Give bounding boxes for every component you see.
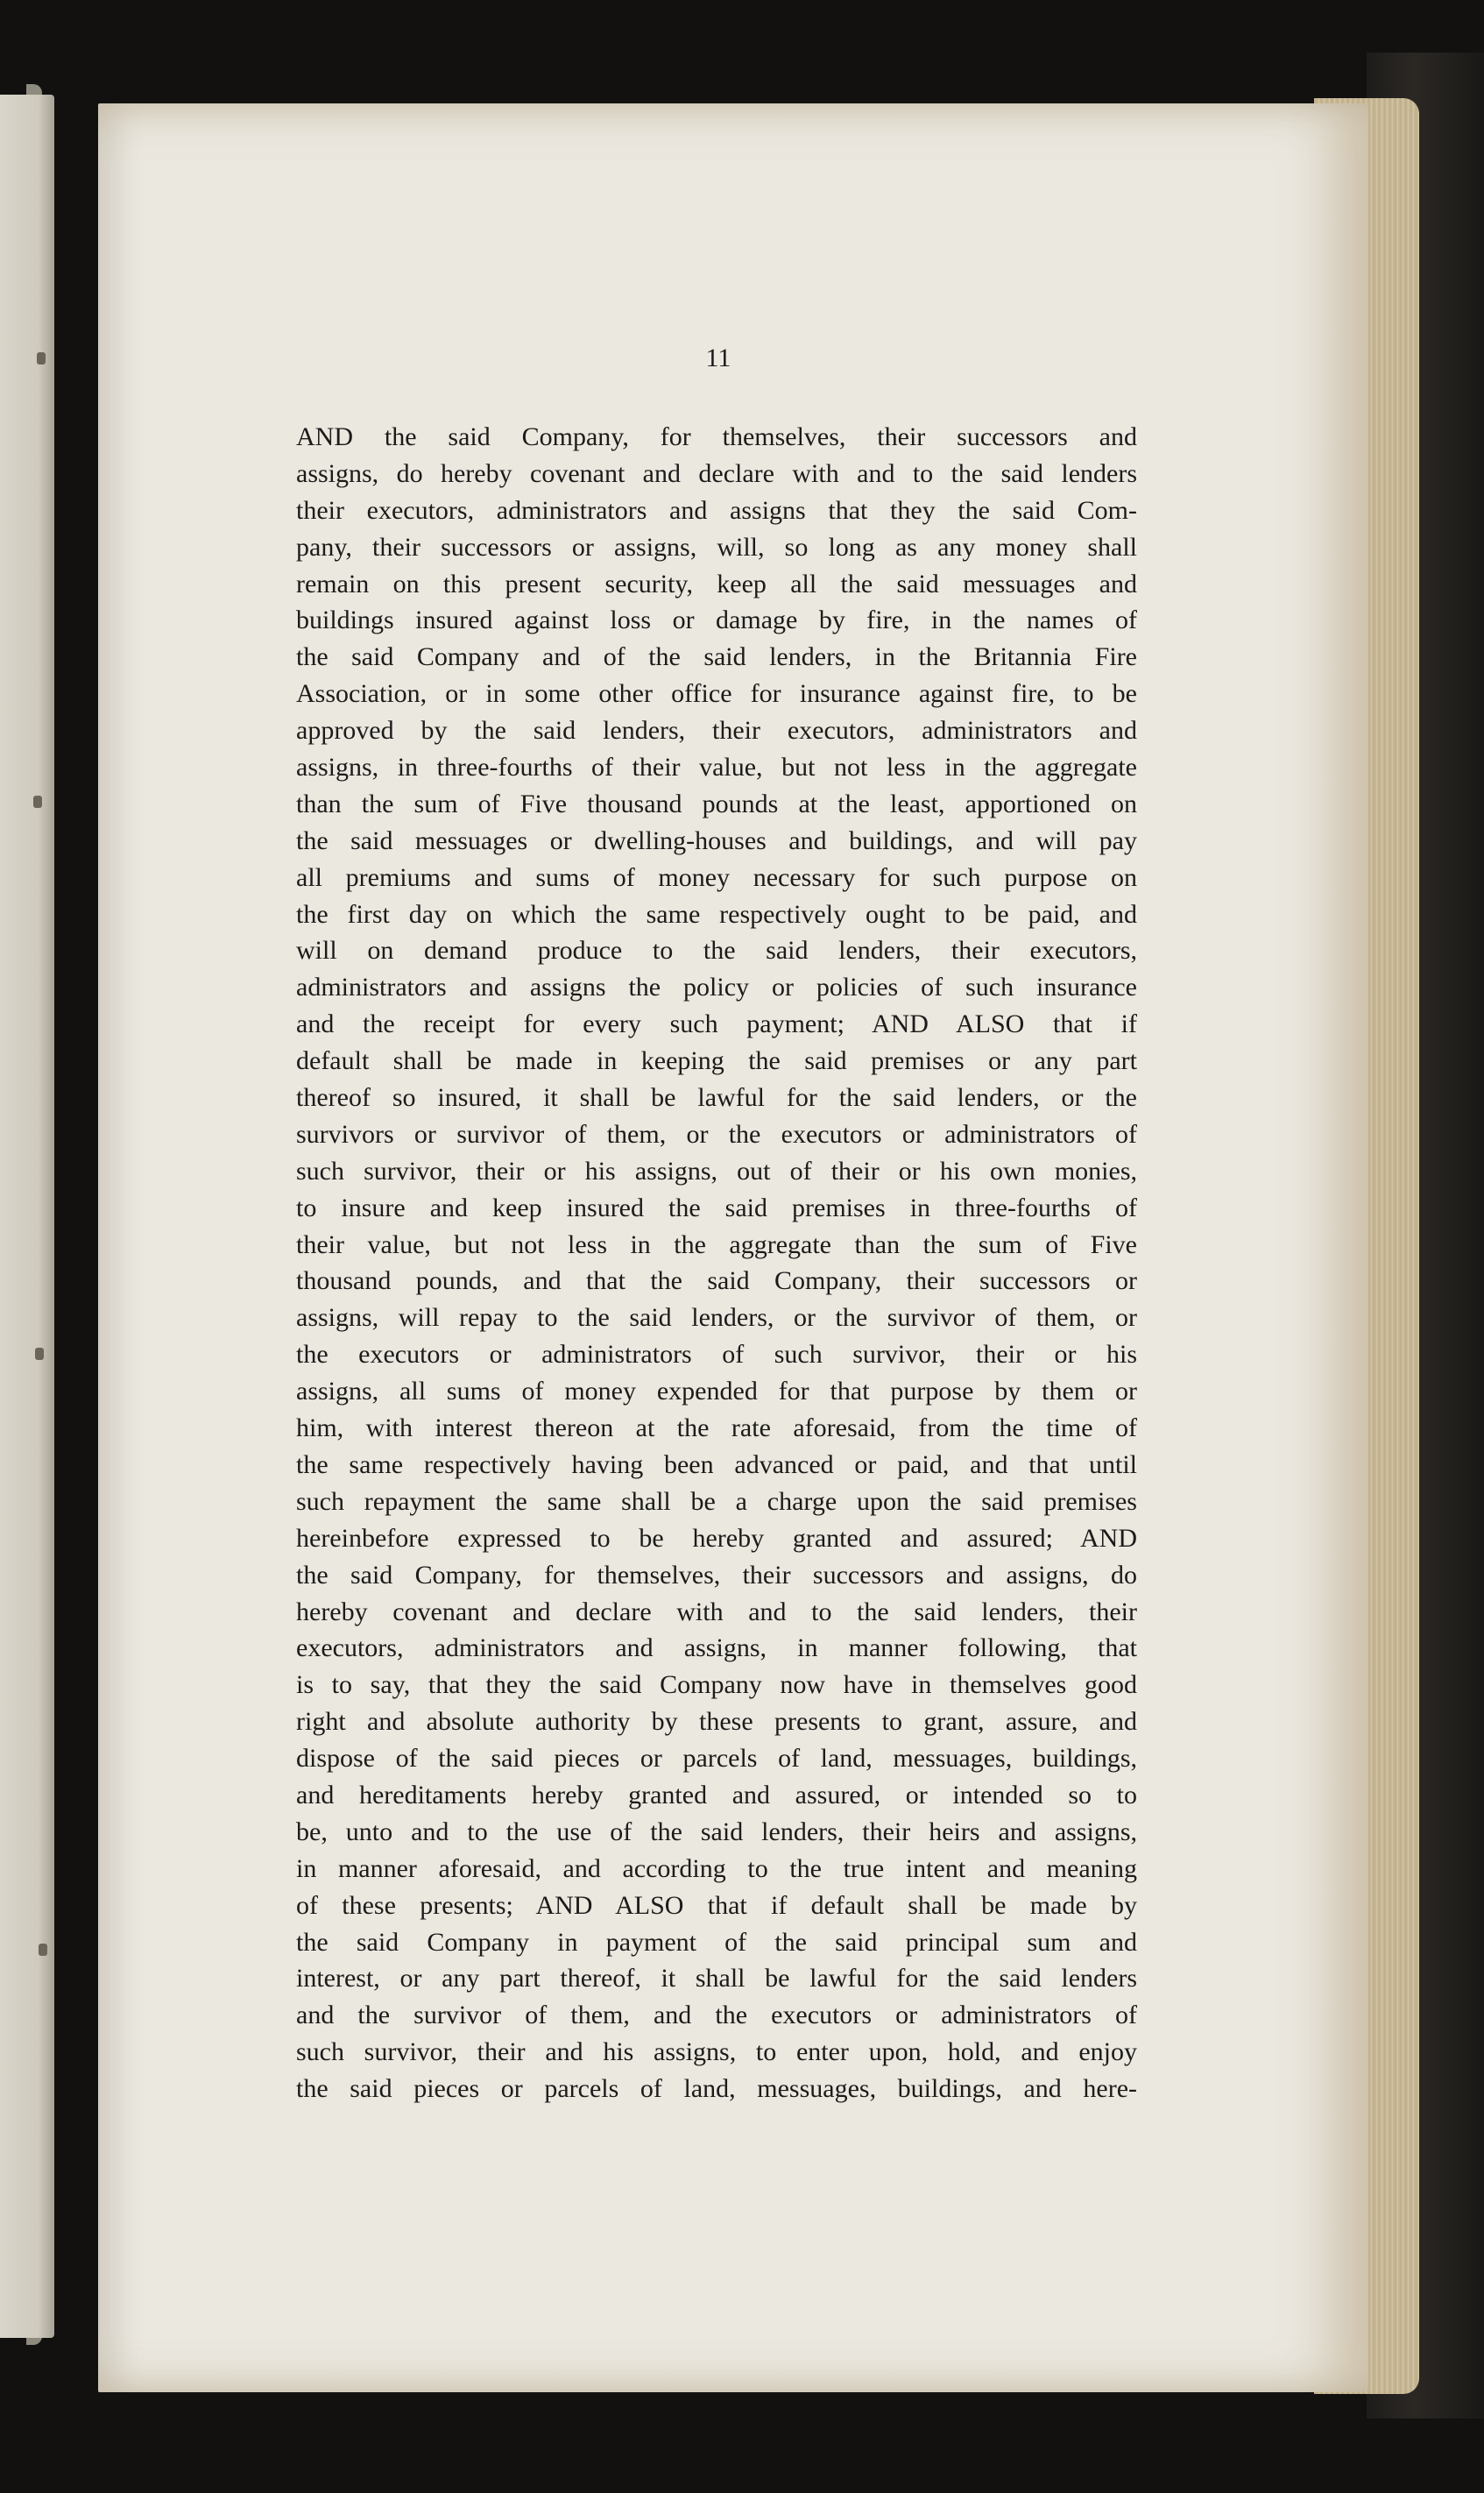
text-line: assigns, all sums of money expended for that purpose by them or [296,1377,1137,1406]
text-line: will on demand produce to the said lenders, their executors, [296,936,1137,966]
text-line: buildings insured against loss or damage by fire, in the names of [296,606,1137,635]
text-line: the same respectively having been advanced or paid, and that until [296,1449,1137,1479]
margin-mark [39,1944,47,1956]
text-line: remain on this present security, keep all the said messuages and [296,569,1137,598]
text-line: thereof so insured, it shall be lawful for the said lenders, or the [296,1083,1137,1113]
page-number: 11 [705,343,731,372]
text-line: assigns, do hereby covenant and declare with and to the said lenders [296,458,1137,488]
text-line: the said Company and of the said lenders, in the Britannia Fire [296,642,1137,672]
text-line: right and absolute authority by these presents to grant, assure, and [296,1707,1137,1737]
body-text [296,419,1137,2107]
text-line: pany, their successors or assigns, will, so long as any money shall [296,532,1137,562]
text-line: in manner aforesaid, and according to the true intent and meaning [296,1853,1137,1883]
text-line: their value, but not less in the aggregate than the sum of Five [296,1229,1137,1259]
text-line: AND the said Company, for themselves, their successors and [296,422,1137,451]
text-line: be, unto and to the use of the said lenders, their heirs and assigns, [296,1817,1137,1846]
margin-mark [37,352,46,365]
text-line: than the sum of Five thousand pounds at the least, apportioned on [296,789,1137,818]
margin-mark [35,1348,44,1360]
text-line: and the survivor of them, and the executors or administrators of [296,2001,1137,2030]
left-page [0,95,54,2338]
text-line: administrators and assigns the policy or policies of such insurance [296,973,1137,1002]
text-line: the first day on which the same respectively ought to be paid, and [296,899,1137,929]
text-line: to insure and keep insured the said premises in three-fourths of [296,1193,1137,1222]
text-line: interest, or any part thereof, it shall be lawful for the said lenders [296,1964,1137,1994]
text-line: hereby covenant and declare with and to the said lenders, their [296,1597,1137,1626]
text-line: Association, or in some other office for insurance against fire, to be [296,679,1137,709]
text-line: all premiums and sums of money necessary for such purpose on [296,862,1137,892]
text-line: assigns, in three-fourths of their value, but not less in the aggregate [296,753,1137,783]
text-line: survivors or survivor of them, or the executors or administrators of [296,1119,1137,1149]
text-line: him, with interest thereon at the rate aforesaid, from the time of [296,1413,1137,1443]
text-line: the said Company, for themselves, their successors and assigns, do [296,1560,1137,1590]
text-line: the said pieces or parcels of land, messuages, buildings, and here- [296,2074,1137,2104]
text-line: the said messuages or dwelling-houses and buildings, and will pay [296,825,1137,855]
text-line: hereinbefore expressed to be hereby granted and assured; AND [296,1523,1137,1553]
text-line: assigns, will repay to the said lenders, or the survivor of them, or [296,1303,1137,1333]
text-line: executors, administrators and assigns, in manner following, that [296,1633,1137,1663]
text-line: their executors, administrators and assigns that they the said Com- [296,495,1137,525]
text-line: such survivor, their and his assigns, to enter upon, hold, and enjoy [296,2037,1137,2067]
text-line: approved by the said lenders, their executors, administrators and [296,716,1137,746]
text-line: such repayment the same shall be a charge upon the said premises [296,1486,1137,1516]
text-line: dispose of the said pieces or parcels of land, messuages, buildings, [296,1744,1137,1774]
text-line: such survivor, their or his assigns, out of their or his own monies, [296,1156,1137,1186]
text-line: the said Company in payment of the said principal sum and [296,1927,1137,1957]
text-line: is to say, that they the said Company now have in themselves good [296,1670,1137,1700]
text-line: the executors or administrators of such survivor, their or his [296,1340,1137,1370]
text-line: default shall be made in keeping the said premises or any part [296,1046,1137,1076]
text-line: and the receipt for every such payment; AND ALSO that if [296,1009,1137,1039]
margin-mark [33,796,42,808]
text-line: and hereditaments hereby granted and assured, or intended so to [296,1780,1137,1810]
text-line: of these presents; AND ALSO that if default shall be made by [296,1890,1137,1920]
text-line: thousand pounds, and that the said Company, their successors or [296,1266,1137,1296]
